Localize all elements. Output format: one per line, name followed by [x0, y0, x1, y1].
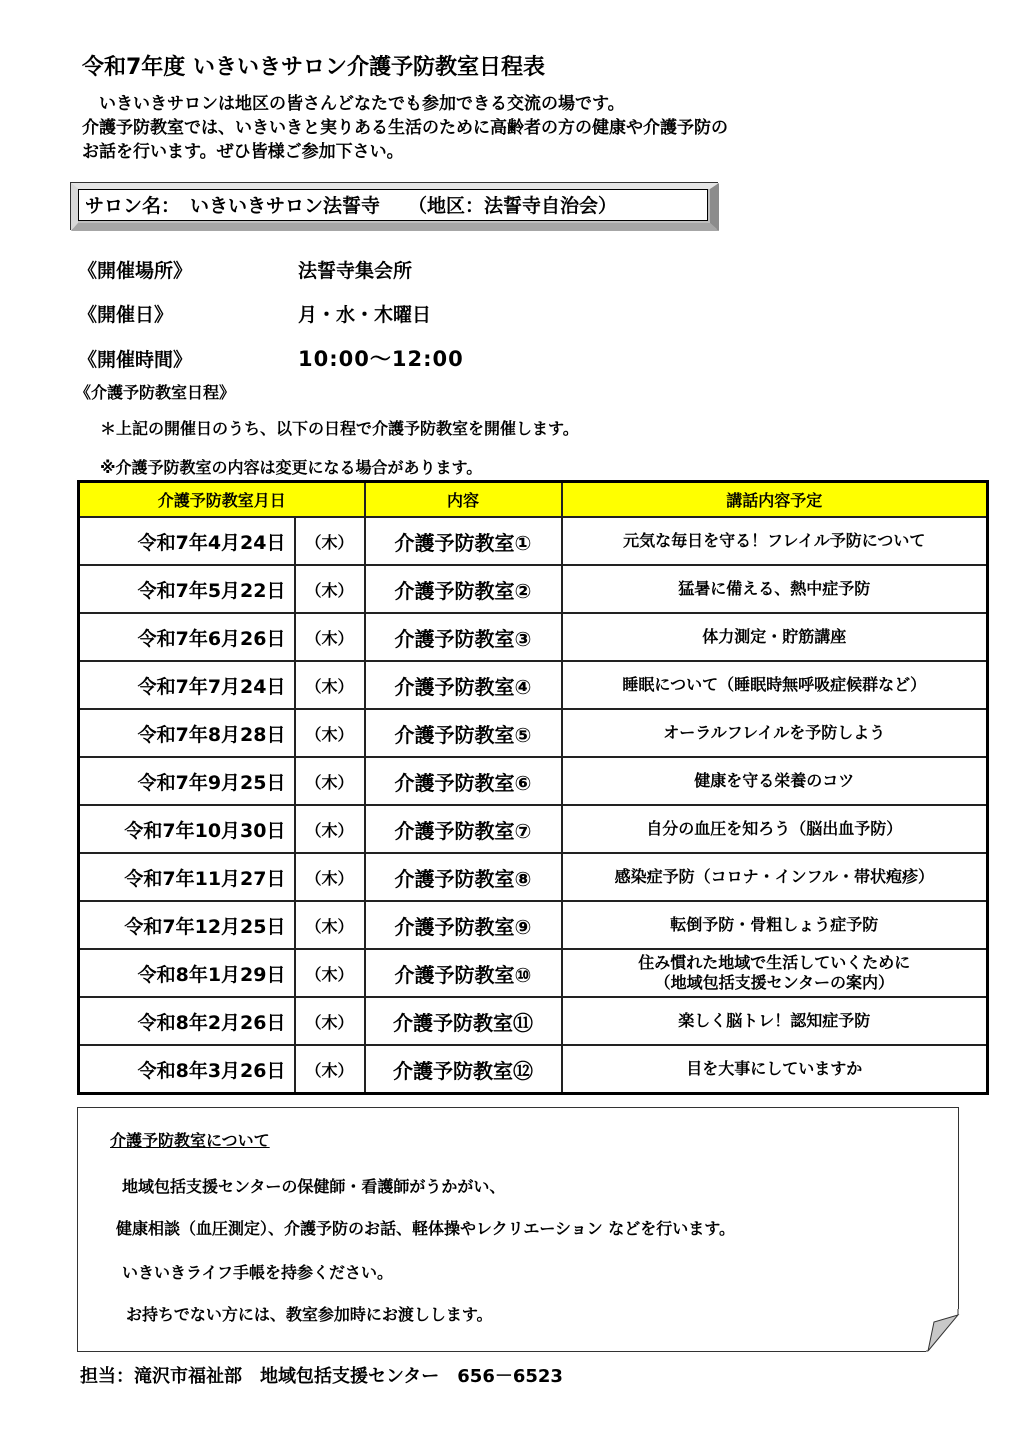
table-row [79, 1045, 988, 1094]
row-class: 介護予防教室⑧ [365, 853, 562, 901]
page-title: 令和7年度 いきいきサロン介護予防教室日程表 [82, 55, 545, 80]
row-class: 介護予防教室④ [365, 661, 562, 709]
time-value: 10:00～12:00 [298, 347, 464, 371]
days-label: 《開催日》 [78, 304, 174, 326]
table-header-row [79, 482, 988, 518]
row-weekday: （木） [295, 1045, 365, 1094]
row-weekday: （木） [295, 517, 365, 565]
table-row [79, 565, 988, 613]
row-topic: オーラルフレイルを予防しよう [562, 709, 988, 757]
about-line: 地域包括支援センターの保健師・看護師がうかがい、 [122, 1177, 506, 1196]
row-weekday: （木） [295, 661, 365, 709]
row-class: 介護予防教室⑤ [365, 709, 562, 757]
table-row [79, 805, 988, 853]
salon-name-text [78, 189, 708, 221]
row-class: 介護予防教室⑨ [365, 901, 562, 949]
row-date: 令和7年8月28日 [79, 709, 295, 757]
table-row [79, 997, 988, 1045]
table-row [79, 613, 988, 661]
salon-label: サロン名： [85, 195, 181, 217]
row-class: 介護予防教室⑩ [365, 949, 562, 997]
row-date: 令和7年12月25日 [79, 901, 295, 949]
about-line: いきいきライフ手帳を持参ください。 [122, 1263, 394, 1282]
intro-line: いきいきサロンは地区の皆さんどなたでも参加できる交流の場です。 [82, 94, 625, 114]
row-date: 令和7年6月26日 [79, 613, 295, 661]
table-row [79, 661, 988, 709]
row-topic: 睡眠について（睡眠時無呼吸症候群など） [562, 661, 988, 709]
row-topic: 体力測定・貯筋講座 [562, 613, 988, 661]
row-date: 令和8年1月29日 [79, 949, 295, 997]
row-weekday: （木） [295, 757, 365, 805]
row-topic: 猛暑に備える、熱中症予防 [562, 565, 988, 613]
row-topic: 転倒予防・骨粗しょう症予防 [562, 901, 988, 949]
salon-name-box [70, 182, 718, 230]
row-weekday: （木） [295, 613, 365, 661]
schedule-table [77, 480, 989, 1095]
intro-line: 介護予防教室では、いきいきと実りある生活のために高齢者の方の健康や介護予防の [82, 118, 728, 138]
row-date: 令和7年11月27日 [79, 853, 295, 901]
row-date: 令和7年4月24日 [79, 517, 295, 565]
row-topic: 元気な毎日を守る！フレイル予防について [562, 517, 988, 565]
schedule-note-2: ※介護予防教室の内容は変更になる場合があります。 [100, 458, 483, 477]
row-topic: 自分の血圧を知ろう（脳出血予防） [562, 805, 988, 853]
page-curl-icon [926, 1309, 960, 1353]
table-row [79, 757, 988, 805]
table-row [79, 901, 988, 949]
intro-text [82, 92, 728, 164]
table-row [79, 517, 988, 565]
header-date: 介護予防教室月日 [79, 482, 365, 518]
venue-label: 《開催場所》 [78, 260, 193, 282]
row-topic-line-1: 住み慣れた地域で生活していくために [638, 953, 911, 972]
contact-footer: 担当：滝沢市福祉部 地域包括支援センター 656－6523 [80, 1366, 563, 1387]
schedule-note-1: ＊上記の開催日のうち、以下の日程で介護予防教室を開催します。 [100, 419, 579, 438]
venue-row [78, 256, 412, 283]
table-row [79, 709, 988, 757]
row-date: 令和7年10月30日 [79, 805, 295, 853]
row-class: 介護予防教室⑦ [365, 805, 562, 853]
row-class: 介護予防教室⑫ [365, 1045, 562, 1094]
row-class: 介護予防教室② [365, 565, 562, 613]
row-date: 令和7年5月22日 [79, 565, 295, 613]
about-class-box [77, 1107, 959, 1352]
row-date: 令和7年9月25日 [79, 757, 295, 805]
row-weekday: （木） [295, 997, 365, 1045]
salon-name: いきいきサロン法誓寺 [190, 195, 381, 217]
row-weekday: （木） [295, 949, 365, 997]
header-topic: 講話内容予定 [562, 482, 988, 518]
table-row [79, 949, 988, 997]
row-weekday: （木） [295, 805, 365, 853]
row-topic: 健康を守る栄養のコツ [562, 757, 988, 805]
row-date: 令和8年2月26日 [79, 997, 295, 1045]
about-line: お持ちでない方には、教室参加時にお渡しします。 [126, 1305, 493, 1324]
salon-district: （地区：法誓寺自治会） [408, 195, 618, 217]
days-row [78, 300, 431, 327]
time-row [78, 343, 464, 373]
header-content: 内容 [365, 482, 562, 518]
venue-value: 法誓寺集会所 [298, 260, 413, 282]
row-class: 介護予防教室① [365, 517, 562, 565]
days-value: 月・水・木曜日 [298, 304, 432, 326]
about-line: 健康相談（血圧測定）、介護予防のお話、軽体操やレクリエーション などを行います。 [116, 1219, 736, 1238]
row-class: 介護予防教室③ [365, 613, 562, 661]
row-class: 介護予防教室⑪ [365, 997, 562, 1045]
row-weekday: （木） [295, 709, 365, 757]
row-topic: 楽しく脳トレ！認知症予防 [562, 997, 988, 1045]
row-weekday: （木） [295, 565, 365, 613]
about-title: 介護予防教室について [110, 1131, 270, 1150]
row-topic [562, 949, 988, 997]
time-label: 《開催時間》 [78, 349, 193, 371]
row-topic-line-2: （地域包括支援センターの案内） [654, 973, 894, 992]
schedule-heading: 《介護予防教室日程》 [75, 383, 236, 402]
row-weekday: （木） [295, 901, 365, 949]
row-class: 介護予防教室⑥ [365, 757, 562, 805]
row-topic: 目を大事にしていますか [562, 1045, 988, 1094]
table-row [79, 853, 988, 901]
intro-line: お話を行います。ぜひ皆様ご参加下さい。 [82, 142, 404, 162]
row-date: 令和7年7月24日 [79, 661, 295, 709]
row-date: 令和8年3月26日 [79, 1045, 295, 1094]
row-topic: 感染症予防（コロナ・インフル・帯状疱疹） [562, 853, 988, 901]
row-weekday: （木） [295, 853, 365, 901]
